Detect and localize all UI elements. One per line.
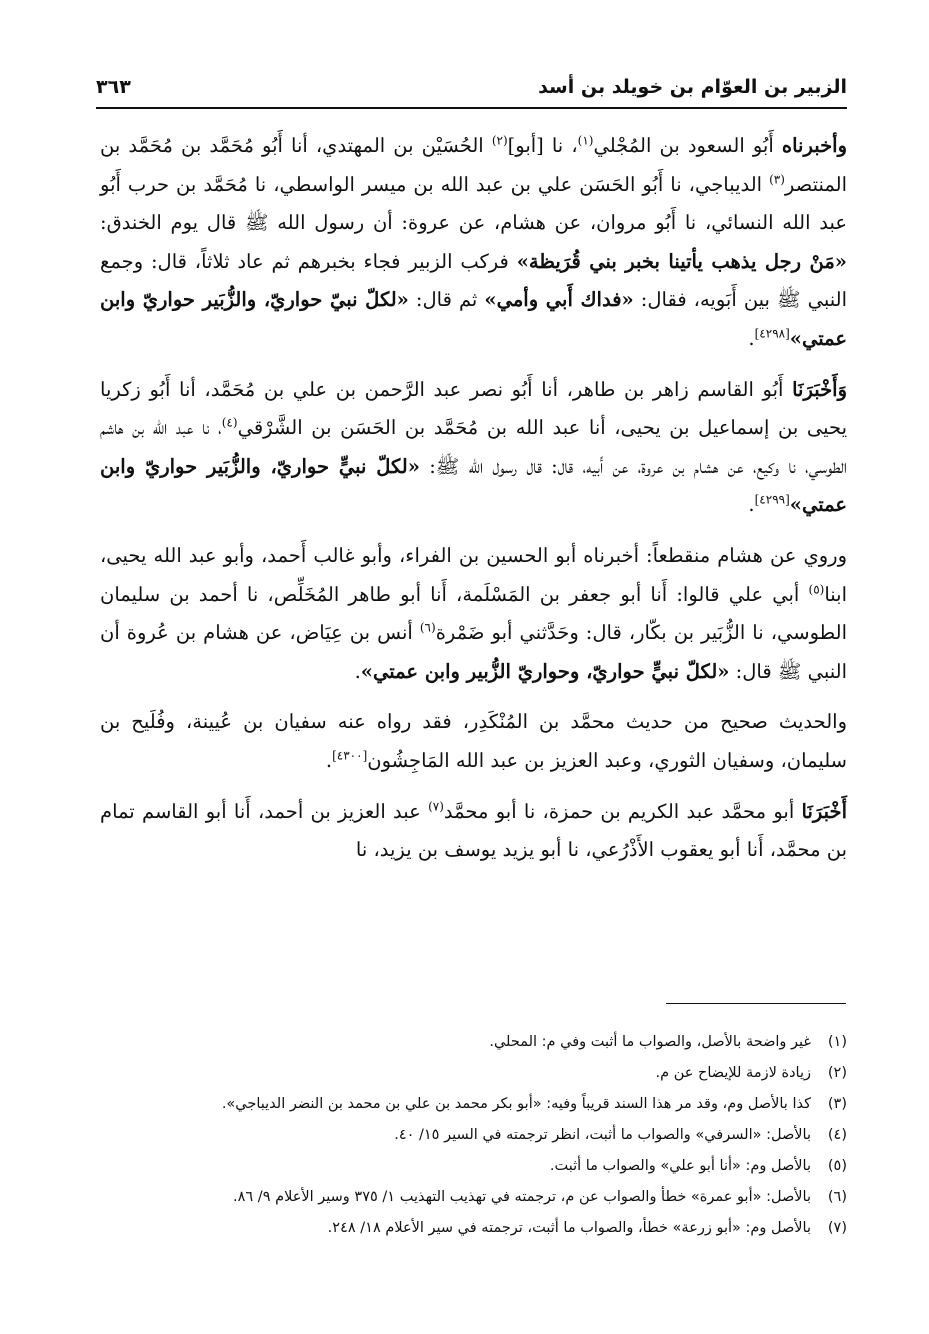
- footnote-marker: (٣): [769, 172, 785, 187]
- paragraph: [100, 537, 847, 691]
- hadith-quote: «فداك أَبي وأمي»: [484, 288, 634, 312]
- footnote-marker: (٢): [491, 133, 508, 148]
- footnote-number: (٥): [827, 1158, 847, 1174]
- footnote-item: [104, 1063, 847, 1084]
- footnote-marker: (٧): [428, 799, 444, 813]
- paragraph-lead-word: وَأَخْبَرَنَا: [792, 377, 847, 401]
- footnote-number: (٢): [827, 1065, 847, 1081]
- paragraph-text: أَبُو السعود بن المُجْلي: [593, 134, 782, 157]
- paragraph-text: والحديث صحيح من حديث محمَّد بن المُنْكَدِر، فقد رواه عنه سفيان بن عُيينة، وفُلَيح بن سليمان، وسفيان الثوري، وعبد العزيز بن عبد الله المَاجِشُون: [100, 710, 847, 772]
- footnote-marker: (٥): [808, 582, 825, 597]
- paragraph-text: أنس بن عِيَاض، عن هشام بن عُروة أن النبي ﷺ قال:: [100, 621, 847, 683]
- footnote-number: (٤): [827, 1127, 847, 1143]
- paragraph-text: .: [354, 659, 361, 683]
- paragraph-text: .: [748, 326, 755, 350]
- paragraph: [100, 371, 847, 525]
- paragraph-text: أبو محمَّد عبد الكريم بن حمزة، نا أبو محمَّد: [443, 799, 802, 823]
- footnote-text: غير واضحة بالأصل، والصواب ما أثبت وفي م: المحلي.: [489, 1034, 811, 1050]
- footnote-separator: [666, 1003, 846, 1004]
- footnote-text: كذا بالأصل وم، وقد مر هذا السند قريباً وفيه: «أبو بكر محمد بن علي بن محمد بن النضر الديباجي».: [221, 1096, 811, 1112]
- paragraph-text: ، نا [أبو]: [507, 134, 578, 157]
- paragraph-text: فركب الزبير فجاء بخبرهم ثم عاد ثلاثاً، قال: وجمع النبي ﷺ بين أَبَويه، فقال:: [100, 249, 847, 312]
- paragraph: [100, 703, 847, 780]
- footnote-marker: [٤٢٩٨]: [754, 326, 790, 341]
- footnote-number: (٧): [827, 1220, 847, 1236]
- hadith-quote: «لكلّ نبيٍّ حواريّ، وحواريّ الزُّبير وابن عمتي»: [360, 659, 730, 683]
- paragraph-text: الديباجي، نا أَبُو الحَسَن علي بن عبد الله بن ميسر الواسطي، نا مُحَمَّد بن حرب أَبُو عبد الله النسائي، نا أَبُو مروان، عن هشام، عن عروة: أن رسول الله ﷺ قال يوم الخندق:: [100, 172, 847, 235]
- footnote-text: بالأصل: «السرفي» والصواب ما أثبت، انظر ترجمته في السير ١٥/ ٤٠.: [394, 1127, 811, 1143]
- footnote-text: زيادة لازمة للإيضاح عن م.: [655, 1065, 811, 1081]
- paragraph-text: أَبُو القاسم زاهر بن طاهر، أنا أَبُو نصر عبد الرَّحمن بن علي بن مُحَمَّد، أنا أَبُو زكريا يحيى بن إسماعيل بن يحيى، أنا عبد الله بن مُحَمَّد بن الحَسَن بن الشَّرْقي: [100, 377, 847, 440]
- paragraph-text: أبي علي قالوا: أَنا أبو جعفر بن المَسْلَمة، أَنا أبو طاهر المُخَلِّص، نا أحمد بن سليمان الطوسي، نا الزُّبَير بن بكّار، قال: وحَدَّثني أبو ضَمْرة: [100, 582, 848, 645]
- footnote-text: بالأصل وم: «أنا أبو علي» والصواب ما أثبت.: [549, 1158, 811, 1174]
- paragraph-text: ثم قال:: [408, 288, 485, 312]
- paragraph: [100, 793, 847, 870]
- footnote-item: [104, 1187, 847, 1208]
- footnote-number: (١): [827, 1034, 847, 1050]
- running-title: الزبير بن العوّام بن خويلد بن أسد: [538, 76, 847, 98]
- paragraph-text: .: [748, 493, 755, 517]
- paragraph-lead-word: وأخبرناه: [781, 134, 847, 157]
- paragraph-text: الحُسَيْن بن المهتدي، أنا أَبُو مُحَمَّد بن مُحَمَّد بن المنتصر: [100, 134, 847, 196]
- footnote-text: بالأصل: «أبو عمرة» خطأ والصواب عن م، ترجمته في تهذيب التهذيب ١/ ٣٧٥ وسير الأعلام ٩/ ٨٦.: [233, 1189, 811, 1205]
- footnote-item: [104, 1094, 847, 1115]
- footnote-marker: (٤): [221, 415, 238, 430]
- footnote-item: [104, 1156, 847, 1177]
- paragraph-text: ، نا عبد الله بن هاشم الطوسي، نا وكيع، عن هشام بن عروة، عن أَبيه، قال: قال رسول الله ﷺ:: [100, 416, 847, 478]
- hadith-quote: «مَنْ رجل يذهب يأتينا بخبر بني قُرَيظة»: [516, 249, 847, 273]
- footnote-item: [104, 1125, 847, 1146]
- footnote-marker: (١): [577, 133, 594, 148]
- hadith-quote: «لكلّ نبيّ حواريّ، والزُّبَير حواريّ وابن عمتي»: [100, 288, 847, 350]
- footnote-marker: [٤٢٩٩]: [754, 492, 790, 507]
- main-text: [100, 127, 847, 882]
- footnote-number: (٦): [827, 1189, 847, 1205]
- paragraph-lead-word: أَخْبَرَنَا: [801, 799, 847, 823]
- page-header: [96, 76, 847, 104]
- paragraph-text: .: [325, 748, 333, 772]
- footnote-marker: (٦): [419, 620, 436, 635]
- footnote-item: [104, 1032, 847, 1053]
- footnote-number: (٣): [827, 1096, 847, 1112]
- header-rule: [96, 107, 847, 109]
- footnotes: [104, 1032, 847, 1249]
- footnote-item: [104, 1218, 847, 1239]
- page-number: ٣٦٣: [96, 76, 131, 98]
- footnote-marker: [٤٣٠٠]: [332, 748, 368, 763]
- paragraph-text: عبد العزيز بن أحمد، أَنا أبو القاسم تمام بن محمَّد، أَنا أبو يعقوب الأَذْرُعي، نا أبو يزيد يوسف بن يزيد، نا: [100, 799, 847, 862]
- footnote-text: بالأصل وم: «أبو زرعة» خطأ، والصواب ما أثبت، ترجمته في سير الأعلام ١٨/ ٢٤٨.: [327, 1220, 811, 1236]
- paragraph-text: وروي عن هشام منقطعاً: أخبرناه أبو الحسين بن الفراء، وأبو غالب أَحمد، وأبو عبد الله يحيى، ابنا: [100, 543, 847, 606]
- paragraph: [100, 127, 847, 359]
- hadith-quote: «لكلّ نبيٍّ حواريّ، والزُّبَير حواريّ وابن عمتي»: [100, 454, 847, 517]
